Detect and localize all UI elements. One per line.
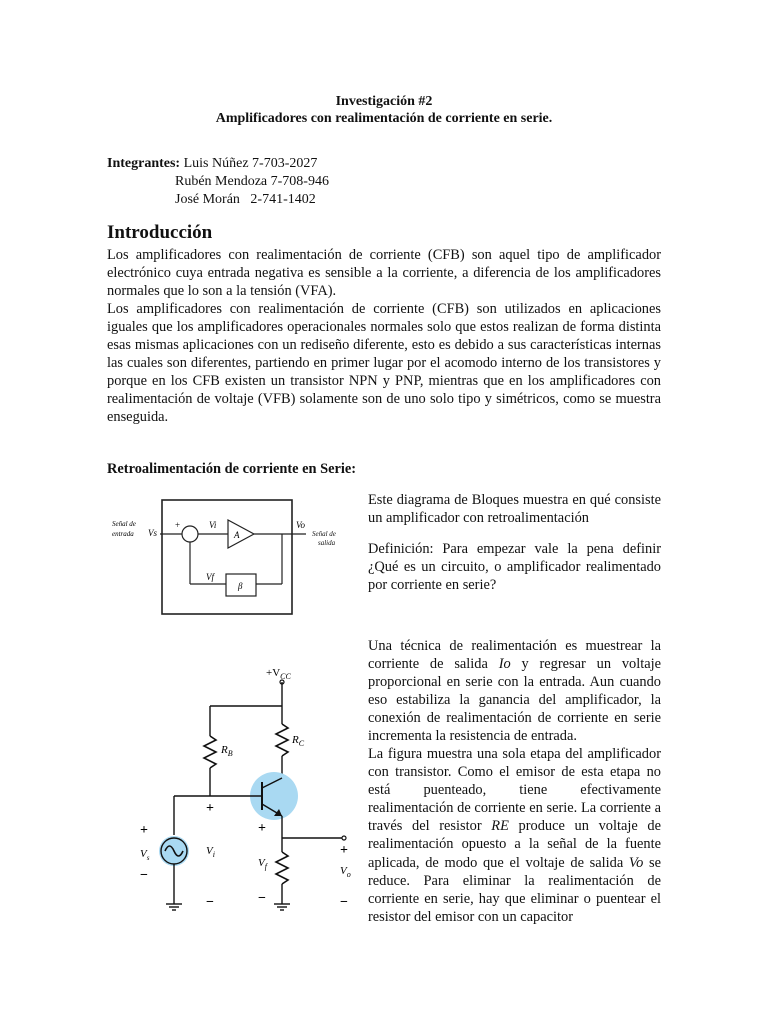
intro-paragraph-1: Los amplificadores con realimentación de corriente (CFB) son aquel tipo de amplificador electrónico cuya entrada negativa es sensible a la corriente, a diferencia de los amplificadores normales que lo son a la tensión (VFA).	[107, 247, 661, 299]
output-label-1: Señal de	[312, 530, 336, 538]
sum-plus: +	[175, 520, 181, 530]
re-resistor	[276, 852, 288, 884]
section-title: Retroalimentación de corriente en Serie:	[107, 461, 357, 477]
vcc-label: $+V_{CC}$	[266, 667, 291, 681]
right-paragraph-4: La figura muestra una sola etapa del amplificador con transistor. Como el emisor de esta etapa no está puenteado, tiene efectivamente realimentación de corriente en serie. La corriente a través del resistor RE produce un voltaje de realimentación opuesto a la señal de la fuente aplicada, de modo que el voltaje de salida Vo se reduce. Para eliminar la realimentación de corriente en serie, hay que eliminar o puentear el resistor del emisor con un capacitor	[368, 746, 661, 925]
diagram-frame	[162, 500, 292, 614]
rc-resistor	[276, 724, 288, 756]
member-row-2	[107, 173, 329, 191]
beta-label: β	[238, 581, 243, 591]
vs-label: $V_s$	[140, 848, 150, 862]
member-row-3	[107, 191, 329, 209]
output-label-2: salida	[318, 539, 336, 547]
transistor-circuit	[130, 660, 360, 920]
vs-minus: −	[140, 868, 148, 883]
rb-resistor	[204, 736, 216, 768]
member-name: Rubén Mendoza 7-708-946	[175, 174, 329, 189]
vo-label: Vo	[296, 520, 305, 530]
vf-label: $V_f$	[258, 857, 267, 871]
rc-label: $R_C$	[292, 734, 305, 748]
members-label: Integrantes:	[107, 156, 181, 171]
amp-gain-label: A	[234, 530, 240, 540]
right-paragraph-2: Definición: Para empezar vale la pena definir ¿Qué es un circuito, o amplificador realimentado por corriente en serie?	[368, 541, 661, 593]
vi-plus: +	[206, 801, 214, 816]
vi-label: $V_i$	[206, 845, 215, 859]
io-symbol: Io	[498, 656, 511, 673]
vi-label: Vi	[209, 520, 217, 530]
ground-icon	[166, 904, 182, 910]
right-paragraph-3: Una técnica de realimentación es muestrear la corriente de salida Io y regresar un voltaje proporcional en serie con la entrada. Aun cuando eso estabiliza la ganancia del amplificador, la conexión de realimentación de corriente en serie incrementa la resistencia de entrada.	[368, 638, 661, 745]
vo-symbol: Vo	[628, 854, 644, 871]
vs-label: Vs	[148, 528, 157, 538]
output-label	[312, 530, 336, 548]
member-name: Luis Núñez 7-703-2027	[183, 156, 318, 171]
member-name: José Morán 2-741-1402	[175, 192, 316, 207]
output-terminal	[342, 836, 346, 840]
document-subtitle: Amplificadores con realimentación de corriente en serie.	[215, 111, 553, 126]
input-label-1: Señal de	[112, 520, 136, 528]
vo-plus: +	[340, 843, 348, 858]
intro-paragraph-2: Los amplificadores con realimentación de corriente (CFB) son utilizados en aplicaciones iguales que los amplificadores operacionales normales solo que estos realizan de forma distinta esas mismas aplicaciones con un rediseño diferente, esto es debido a sus características internas las cuales son diferentes, partiendo en primer lugar por el acomodo interno de los transistores y porque en los CFB existen un transistor NPN y PNP, mientras que en los amplificadores con realimentación de voltaje (VFB) solamente son de uno solo tipo y simétricos, como se muestra enseguida.	[107, 301, 661, 425]
vo-label: $V_o$	[340, 865, 351, 879]
document-title: Investigación #2	[335, 94, 433, 109]
input-label-2: entrada	[112, 530, 134, 538]
member-row-1	[107, 155, 329, 173]
summing-node	[182, 526, 198, 542]
block-diagram	[112, 498, 312, 618]
members-block	[107, 155, 329, 209]
vf-minus: −	[258, 891, 266, 906]
rb-label: $R_B$	[221, 744, 233, 758]
amp-triangle	[228, 520, 254, 548]
re-symbol: RE	[491, 818, 509, 835]
intro-heading: Introducción	[107, 222, 213, 243]
right-paragraph-1: Este diagrama de Bloques muestra en qué consiste un amplificador con retroalimentación	[368, 492, 661, 526]
vo-minus: −	[340, 895, 348, 910]
vs-plus: +	[140, 823, 148, 838]
vi-minus: −	[206, 895, 214, 910]
vf-label: Vf	[206, 572, 214, 582]
ground-icon	[274, 904, 290, 910]
vf-plus: +	[258, 821, 266, 836]
